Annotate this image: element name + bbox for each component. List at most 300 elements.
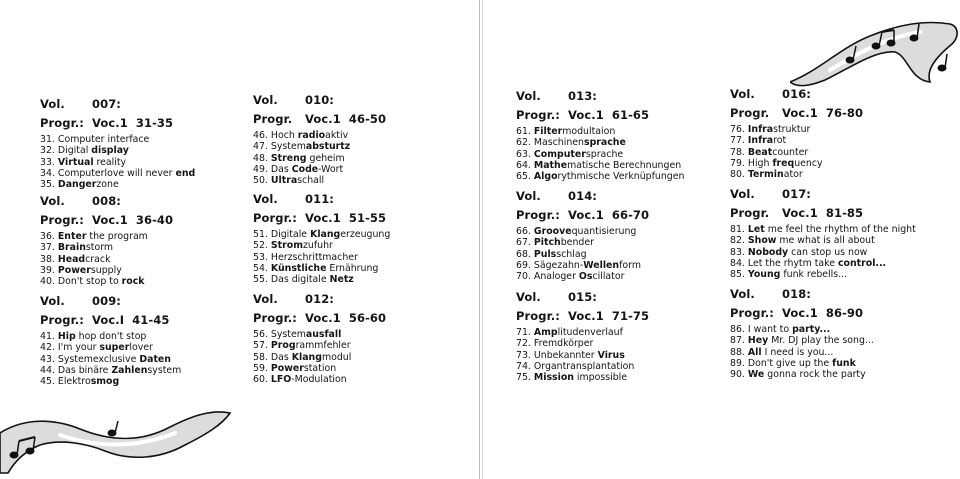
track-title-emphasis: Code xyxy=(291,163,319,175)
track-title-emphasis: Zahlen xyxy=(111,364,148,376)
track-title-emphasis: Klang xyxy=(310,229,341,240)
track-title-emphasis: Strom xyxy=(270,240,303,252)
track-title-text: quantisierung xyxy=(571,226,637,237)
track-title-text: Elektro xyxy=(57,376,91,388)
track-item xyxy=(40,134,270,145)
track-item xyxy=(516,146,746,160)
track-item xyxy=(730,158,960,169)
track-number: 43. xyxy=(40,353,55,365)
track-number: 63. xyxy=(516,148,531,160)
track-title-text: supply xyxy=(90,264,122,276)
track-list xyxy=(253,229,483,285)
track-item xyxy=(516,137,746,148)
track-item xyxy=(253,374,483,385)
track-range: 31-35 xyxy=(135,116,174,130)
track-title-text: gonna rock the party xyxy=(764,369,866,381)
track-item xyxy=(40,362,270,376)
vol-number: 013: xyxy=(568,89,598,103)
track-number: 89. xyxy=(730,357,745,369)
track-title-text: bender xyxy=(560,237,594,249)
voice-label: Voc.1 xyxy=(92,213,128,227)
track-item xyxy=(516,157,746,171)
track-title-text: impossible xyxy=(573,372,628,384)
track-title-emphasis: Wellen xyxy=(583,259,620,271)
track-number: 37. xyxy=(40,242,55,254)
track-title-emphasis: Mission xyxy=(533,372,574,384)
track-title-emphasis: party... xyxy=(792,324,831,335)
track-title-emphasis: end xyxy=(175,167,196,179)
track-title-text: zufuhr xyxy=(302,240,333,252)
track-range: 61-65 xyxy=(611,108,650,122)
program-label: Progr.: xyxy=(516,208,560,222)
voice-label: Voc.1 xyxy=(782,306,818,320)
vol-label: Vol. xyxy=(40,97,65,111)
track-item xyxy=(40,231,270,242)
track-item xyxy=(40,157,270,168)
vol-number: 016: xyxy=(782,87,812,101)
track-number: 85. xyxy=(730,269,745,281)
track-number: 53. xyxy=(253,251,268,263)
program-label: Progr.: xyxy=(730,306,774,320)
track-range: 56-60 xyxy=(348,311,387,325)
track-title-text: litudenverlauf xyxy=(557,327,623,338)
program-label: Porgr.: xyxy=(253,211,297,225)
track-number: 56. xyxy=(253,329,268,340)
program-heading xyxy=(730,305,960,321)
track-title-text: me what is all about xyxy=(776,235,875,247)
track-item xyxy=(730,369,960,380)
track-title-text: -Modulation xyxy=(291,374,347,386)
track-item xyxy=(516,327,746,338)
track-number: 48. xyxy=(253,152,268,164)
volume-block-011 xyxy=(253,191,483,285)
track-item xyxy=(253,363,483,374)
track-title-text: can stop us now xyxy=(788,246,868,258)
volume-heading xyxy=(516,88,746,104)
track-item xyxy=(516,350,746,361)
program-heading xyxy=(40,115,270,131)
track-title-text: zone xyxy=(96,179,119,191)
track-item xyxy=(730,169,960,180)
track-range: 71-75 xyxy=(611,309,650,323)
track-number: 55. xyxy=(253,274,268,286)
track-title-emphasis: display xyxy=(91,145,129,157)
vol-number: 017: xyxy=(782,187,812,201)
volume-block-018 xyxy=(730,286,960,380)
volume-block-009 xyxy=(40,293,270,387)
track-title-text: Let the rhytm take xyxy=(747,257,838,269)
vol-number: 011: xyxy=(305,192,335,206)
volume-heading xyxy=(40,96,270,112)
volume-heading xyxy=(516,188,746,204)
program-label: Progr.: xyxy=(516,309,560,323)
track-title-text: struktur xyxy=(773,124,811,135)
track-number: 90. xyxy=(730,369,745,381)
track-number: 34. xyxy=(40,167,55,179)
program-heading xyxy=(253,210,483,226)
track-title-text: modul xyxy=(321,351,352,363)
track-item xyxy=(730,235,960,246)
track-title-text: schall xyxy=(297,175,325,187)
track-number: 50. xyxy=(253,175,268,187)
track-list xyxy=(40,331,270,387)
vol-label: Vol. xyxy=(40,294,65,308)
track-number: 62. xyxy=(516,137,531,149)
volume-block-013 xyxy=(516,88,746,182)
track-title-emphasis: Streng xyxy=(270,152,307,164)
volume-heading xyxy=(253,191,483,207)
track-title-emphasis: rock xyxy=(121,276,145,288)
track-title-text: storm xyxy=(85,242,114,254)
track-number: 64. xyxy=(516,159,531,171)
track-number: 83. xyxy=(730,246,745,258)
volume-block-016 xyxy=(730,86,960,180)
track-number: 61. xyxy=(516,126,531,137)
volume-block-012 xyxy=(253,291,483,385)
track-item xyxy=(40,179,270,190)
track-title-text: Analoger xyxy=(533,271,579,283)
track-title-emphasis: Let xyxy=(747,224,765,235)
track-title-emphasis: Os xyxy=(578,271,593,283)
track-title-emphasis: Daten xyxy=(139,353,171,365)
track-number: 49. xyxy=(253,163,268,175)
track-number: 77. xyxy=(730,135,745,147)
track-title-text: sprache xyxy=(585,148,624,160)
voice-label: Voc.1 xyxy=(568,108,604,122)
track-title-emphasis: Künstliche xyxy=(270,262,327,274)
track-title-emphasis: Klang xyxy=(291,351,322,363)
track-item xyxy=(40,342,270,353)
track-item xyxy=(40,276,270,287)
track-item xyxy=(516,372,746,383)
track-number: 76. xyxy=(730,124,745,135)
track-title-emphasis: control... xyxy=(837,257,887,269)
track-list xyxy=(730,124,960,180)
track-item xyxy=(730,124,960,135)
track-title-text: Fremdkörper xyxy=(533,338,594,350)
track-number: 80. xyxy=(730,169,745,181)
track-item xyxy=(253,340,483,351)
track-title-text: Herzschrittmacher xyxy=(270,251,358,263)
vol-number: 010: xyxy=(305,93,335,107)
track-title-text: aktiv xyxy=(325,130,349,141)
track-title-emphasis: Infra xyxy=(747,124,774,135)
program-heading xyxy=(516,207,746,223)
track-title-text: Das xyxy=(270,351,292,363)
vol-number: 018: xyxy=(782,287,812,301)
track-item xyxy=(730,147,960,158)
track-title-emphasis: Groove xyxy=(533,226,572,237)
track-title-text: Organtransplantation xyxy=(533,360,635,372)
track-item xyxy=(730,324,960,335)
track-title-text: ator xyxy=(783,169,803,181)
track-title-emphasis: Power xyxy=(57,264,91,276)
track-item xyxy=(730,358,960,369)
track-title-emphasis: Enter xyxy=(57,231,87,242)
vol-number: 008: xyxy=(92,194,122,208)
track-number: 86. xyxy=(730,324,745,335)
track-title-text: uency xyxy=(794,157,823,169)
track-title-emphasis: Amp xyxy=(533,327,558,338)
track-number: 88. xyxy=(730,346,745,358)
track-title-text: the program xyxy=(86,231,148,242)
track-item xyxy=(253,153,483,164)
track-number: 42. xyxy=(40,342,55,354)
track-item xyxy=(730,335,960,346)
track-number: 71. xyxy=(516,327,531,338)
track-title-emphasis: Hip xyxy=(57,331,76,342)
program-heading xyxy=(253,310,483,326)
music-ribbon-top-right xyxy=(790,10,960,95)
track-title-text: hop don't stop xyxy=(75,331,147,342)
vol-label: Vol. xyxy=(516,89,541,103)
track-title-emphasis: funk xyxy=(832,357,856,369)
music-ribbon-bottom-left xyxy=(0,395,235,479)
track-title-text: System xyxy=(270,141,306,153)
track-title-emphasis: Beat xyxy=(747,146,773,158)
track-item xyxy=(516,271,746,282)
volume-heading xyxy=(40,193,270,209)
track-item xyxy=(253,240,483,251)
track-title-text: station xyxy=(303,362,337,374)
volume-heading xyxy=(253,291,483,307)
track-title-emphasis: Nobody xyxy=(747,246,789,258)
volume-heading xyxy=(253,92,483,108)
track-title-emphasis: Mathe xyxy=(533,159,568,171)
track-number: 78. xyxy=(730,146,745,158)
track-title-text: crack xyxy=(85,253,111,265)
vol-number: 014: xyxy=(568,189,598,203)
vol-label: Vol. xyxy=(730,287,755,301)
track-title-text: rot xyxy=(773,135,787,147)
track-number: 51. xyxy=(253,229,268,240)
track-title-emphasis: Virus xyxy=(597,349,625,361)
track-item xyxy=(730,135,960,146)
volume-block-017 xyxy=(730,186,960,280)
volume-block-008 xyxy=(40,193,270,287)
track-item xyxy=(253,263,483,274)
track-number: 60. xyxy=(253,374,268,386)
track-item xyxy=(40,168,270,179)
track-list xyxy=(40,231,270,287)
track-title-text: counter xyxy=(772,146,809,158)
voice-label: Voc.1 xyxy=(305,311,341,325)
track-title-text: lover xyxy=(129,342,153,354)
volume-block-014 xyxy=(516,188,746,282)
track-item xyxy=(40,145,270,156)
track-list xyxy=(730,324,960,380)
track-list xyxy=(253,329,483,385)
track-title-text: Systemexclusive xyxy=(57,353,140,365)
track-number: 45. xyxy=(40,376,55,388)
program-label: Progr.: xyxy=(516,108,560,122)
track-item xyxy=(253,175,483,186)
track-title-text: Mr. DJ play the song... xyxy=(768,335,874,347)
track-item xyxy=(730,347,960,358)
track-number: 68. xyxy=(516,248,531,260)
track-list xyxy=(253,130,483,186)
track-number: 47. xyxy=(253,141,268,153)
track-title-emphasis: Head xyxy=(57,253,86,265)
track-list xyxy=(516,327,746,383)
track-item xyxy=(730,258,960,269)
track-number: 82. xyxy=(730,235,745,247)
vol-label: Vol. xyxy=(253,93,278,107)
track-title-text: Don't stop to xyxy=(57,276,122,288)
track-number: 66. xyxy=(516,226,531,237)
track-number: 32. xyxy=(40,145,55,157)
vol-label: Vol. xyxy=(253,192,278,206)
track-list xyxy=(516,126,746,182)
vol-number: 012: xyxy=(305,292,335,306)
track-number: 59. xyxy=(253,362,268,374)
track-range: 66-70 xyxy=(611,208,650,222)
track-title-emphasis: Hey xyxy=(747,335,769,347)
track-title-emphasis: Prog xyxy=(270,340,296,352)
track-title-text: Unbekannter xyxy=(533,349,598,361)
program-label: Progr.: xyxy=(40,313,84,327)
vol-label: Vol. xyxy=(516,290,541,304)
track-number: 67. xyxy=(516,237,531,249)
volume-heading xyxy=(40,293,270,309)
track-title-emphasis: ausfall xyxy=(305,329,342,340)
volume-heading xyxy=(730,286,960,302)
program-label: Progr.: xyxy=(40,116,84,130)
track-number: 75. xyxy=(516,372,531,384)
track-title-text: Digitale xyxy=(270,229,311,240)
track-item xyxy=(253,130,483,141)
voice-label: Voc.1 xyxy=(782,206,818,220)
program-label: Progr. xyxy=(730,106,770,120)
track-title-text: rythmische Verknüpfungen xyxy=(557,171,685,183)
track-range: 46-50 xyxy=(348,112,387,126)
track-title-text: matische Berechnungen xyxy=(567,159,682,171)
track-range: 86-90 xyxy=(825,306,864,320)
track-number: 73. xyxy=(516,349,531,361)
track-title-emphasis: super xyxy=(99,342,130,354)
track-title-emphasis: freq xyxy=(772,157,795,169)
track-title-emphasis: absturtz xyxy=(305,141,351,153)
track-title-emphasis: We xyxy=(747,369,765,381)
track-item xyxy=(253,252,483,263)
vol-label: Vol. xyxy=(253,292,278,306)
track-number: 52. xyxy=(253,240,268,252)
track-title-text: Maschinen xyxy=(533,137,584,149)
voice-label: Voc.1 xyxy=(782,106,818,120)
voice-label: Voc.1 xyxy=(305,211,341,225)
track-range: 36-40 xyxy=(135,213,174,227)
track-item xyxy=(253,329,483,340)
vol-number: 009: xyxy=(92,294,122,308)
track-range: 76-80 xyxy=(825,106,864,120)
track-title-text: system xyxy=(147,364,182,376)
program-heading xyxy=(516,308,746,324)
track-number: 65. xyxy=(516,171,531,183)
track-number: 74. xyxy=(516,360,531,372)
volume-block-010 xyxy=(253,92,483,186)
track-title-emphasis: Virtual xyxy=(57,156,94,168)
track-title-emphasis: sprache xyxy=(583,137,626,149)
track-list xyxy=(516,226,746,282)
program-label: Progr.: xyxy=(40,213,84,227)
track-title-text: Computer interface xyxy=(57,134,150,145)
track-item xyxy=(730,247,960,258)
track-item xyxy=(40,262,270,276)
track-title-text: reality xyxy=(93,156,127,168)
program-heading xyxy=(40,312,270,328)
track-number: 31. xyxy=(40,134,55,145)
track-list xyxy=(730,224,960,280)
vol-number: 007: xyxy=(92,97,122,111)
track-title-text: Sägezahn- xyxy=(533,259,584,271)
track-item xyxy=(516,361,746,372)
track-number: 79. xyxy=(730,157,745,169)
track-item xyxy=(516,226,746,237)
track-number: 57. xyxy=(253,340,268,352)
track-number: 84. xyxy=(730,257,745,269)
program-heading xyxy=(40,212,270,228)
track-title-text: cillator xyxy=(592,271,625,283)
track-item xyxy=(516,237,746,248)
vol-label: Vol. xyxy=(516,189,541,203)
track-title-text: I'm your xyxy=(57,342,100,354)
track-number: 33. xyxy=(40,156,55,168)
track-title-emphasis: Power xyxy=(270,362,304,374)
track-title-emphasis: Pitch xyxy=(533,237,561,249)
voice-label: Voc.1 xyxy=(305,112,341,126)
track-number: 87. xyxy=(730,335,745,347)
track-number: 58. xyxy=(253,351,268,363)
track-item xyxy=(516,338,746,349)
track-title-text: Das binäre xyxy=(57,364,112,376)
track-number: 69. xyxy=(516,259,531,271)
track-number: 81. xyxy=(730,224,745,235)
track-number: 40. xyxy=(40,276,55,288)
track-item xyxy=(40,242,270,253)
track-item xyxy=(253,141,483,152)
track-number: 72. xyxy=(516,338,531,350)
voice-label: Voc.I xyxy=(92,313,125,327)
track-item xyxy=(40,376,270,387)
track-title-text: Don't give up the xyxy=(747,357,833,369)
volume-heading xyxy=(516,289,746,305)
track-item xyxy=(40,251,270,265)
track-item xyxy=(253,164,483,175)
track-number: 39. xyxy=(40,264,55,276)
track-title-text: rammfehler xyxy=(295,340,351,352)
track-title-text: I want to xyxy=(747,324,793,335)
track-title-text: form xyxy=(619,259,641,271)
vol-label: Vol. xyxy=(730,187,755,201)
track-item xyxy=(253,229,483,240)
track-item xyxy=(516,126,746,137)
program-heading xyxy=(516,107,746,123)
track-item xyxy=(40,331,270,342)
track-title-emphasis: radio xyxy=(297,130,326,141)
track-title-emphasis: Danger xyxy=(57,179,97,191)
track-number: 35. xyxy=(40,179,55,191)
program-label: Progr. xyxy=(253,112,293,126)
track-title-emphasis: Ultra xyxy=(270,175,298,187)
track-title-text: Ernährung xyxy=(326,262,379,274)
track-item xyxy=(730,269,960,280)
track-item xyxy=(253,274,483,285)
track-title-emphasis: Infra xyxy=(747,135,774,147)
ribbon-shape xyxy=(790,23,957,86)
track-item xyxy=(516,257,746,271)
track-number: 38. xyxy=(40,253,55,265)
track-title-text: -Wort xyxy=(318,163,344,175)
